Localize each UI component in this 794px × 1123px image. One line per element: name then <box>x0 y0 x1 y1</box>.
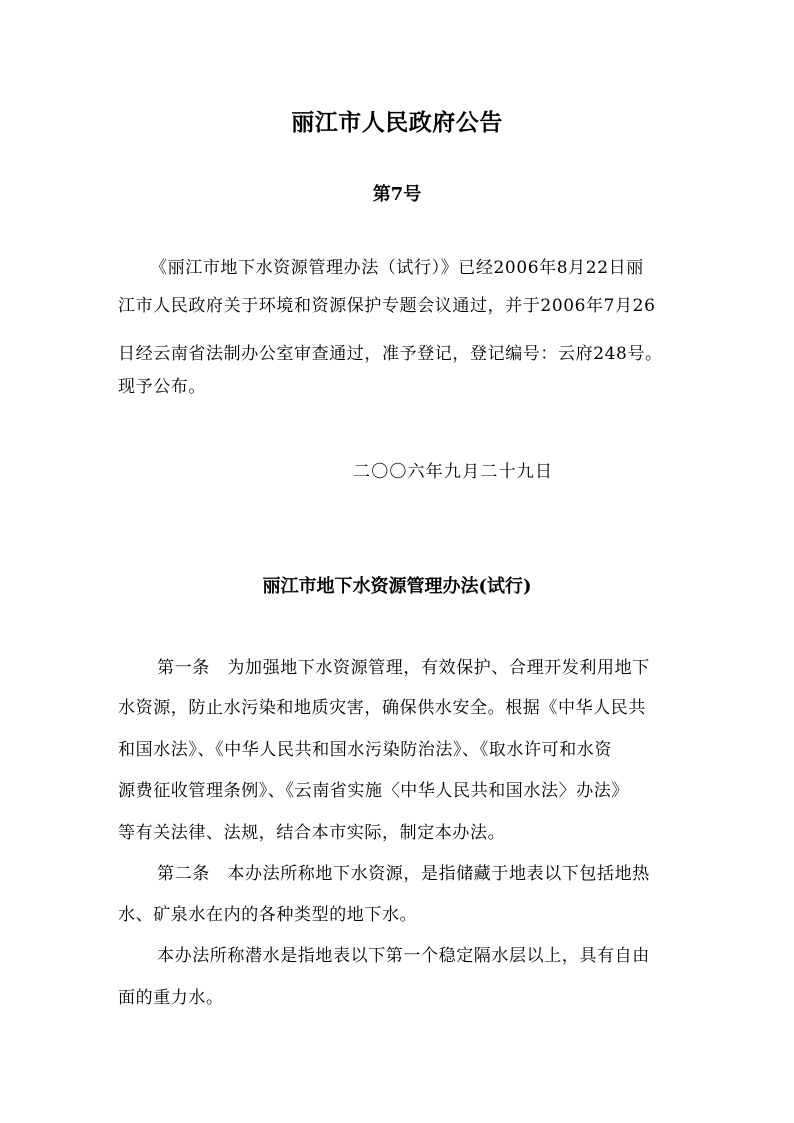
article-1-line-1: 第一条 为加强地下水资源管理，有效保护、合理开发利用地下 <box>157 658 650 678</box>
article-1-line-3: 和国水法》、《中华人民共和国水污染防治法》、《取水许可和水资 <box>118 740 612 760</box>
announcement-line-2: 江市人民政府关于环境和资源保护专题会议通过，并于2006年7月26 <box>118 296 656 316</box>
announcement-line-1: 《丽江市地下水资源管理办法（试行）》已经2006年8月22日丽 <box>150 258 644 278</box>
definition-line-2: 面的重力水。 <box>118 988 224 1008</box>
announcement-line-3: 日经云南省法制办公室审查通过，准予登记，登记编号：云府248号。 <box>118 344 663 364</box>
announcement-number: 第7号 <box>372 184 422 205</box>
announcement-line-4: 现予公布。 <box>118 377 206 397</box>
article-1-line-4: 源费征收管理条例》、《云南省实施〈中华人民共和国水法〉办法》 <box>118 781 629 801</box>
regulation-title: 丽江市地下水资源管理办法(试行) <box>262 576 532 597</box>
article-2-line-1: 第二条 本办法所称地下水资源，是指储藏于地表以下包括地热 <box>157 864 650 884</box>
announcement-date: 二〇〇六年九月二十九日 <box>353 462 554 482</box>
article-2-line-2: 水、矿泉水在内的各种类型的地下水。 <box>118 905 418 925</box>
article-1-line-2: 水资源，防止水污染和地质灾害，确保供水安全。根据《中华人民共 <box>118 698 646 718</box>
page-title: 丽江市人民政府公告 <box>291 109 503 136</box>
article-1-line-5: 等有关法律、法规，结合本市实际，制定本办法。 <box>118 823 506 843</box>
definition-line-1: 本办法所称潜水是指地表以下第一个稳定隔水层以上，具有自由 <box>157 946 650 966</box>
